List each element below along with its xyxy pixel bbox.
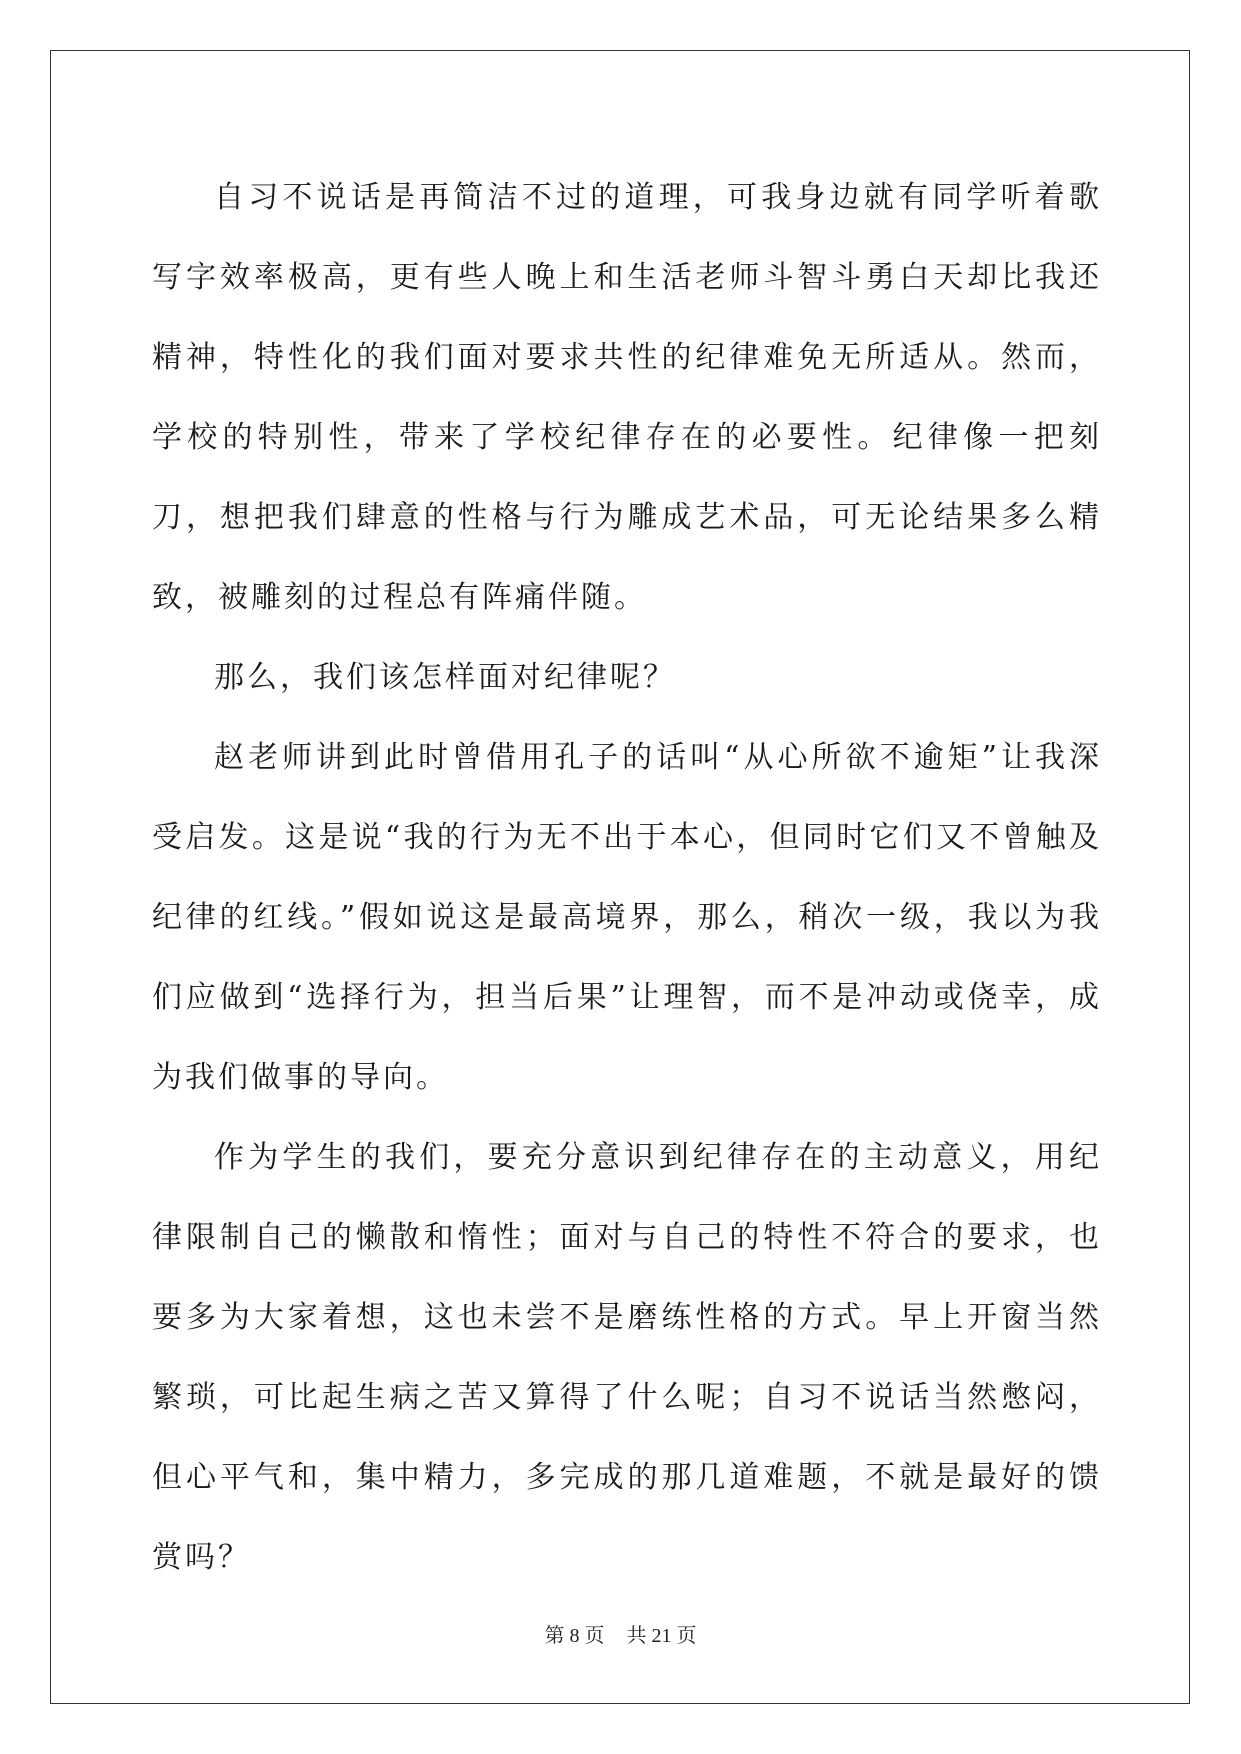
- paragraph-1: 自习不说话是再简洁不过的道理，可我身边就有同学听着歌写字效率极高，更有些人晚上和生活老师斗智斗勇白天却比我还精神，特性化的我们面对要求共性的纪律难免无所适从。然而，学校的特别性，带来了学校纪律存在的必要性。纪律像一把刻刀，想把我们肆意的性格与行为雕成艺术品，可无论结果多么精致，被雕刻的过程总有阵痛伴随。: [152, 180, 1102, 615]
- paragraph-4: 作为学生的我们，要充分意识到纪律存在的主动意义，用纪律限制自己的懒散和惰性；面对与自己的特性不符合的要求，也要多为大家着想，这也未尝不是磨练性格的方式。早上开窗当然繁琐，可比起生病之苦又算得了什么呢；自习不说话当然憋闷，但心平气和，集中精力，多完成的那几道难题，不就是最好的馈赏吗？: [152, 1140, 1102, 1575]
- paragraph-2: 那么，我们该怎样面对纪律呢？: [214, 660, 676, 695]
- paragraph-3: 赵老师讲到此时曾借用孔子的话叫“从心所欲不逾矩”让我深受启发。这是说“我的行为无不出于本心，但同时它们又不曾触及纪律的红线。”假如说这是最高境界，那么，稍次一级，我以为我们应做到“选择行为，担当后果”让理智，而不是冲动或侥幸，成为我们做事的导向。: [152, 740, 1102, 1095]
- document-body: [152, 158, 1102, 1598]
- page-footer: [0, 1624, 1241, 1648]
- page-total: 共 21 页: [626, 1625, 697, 1647]
- page-number: 第 8 页: [544, 1625, 605, 1647]
